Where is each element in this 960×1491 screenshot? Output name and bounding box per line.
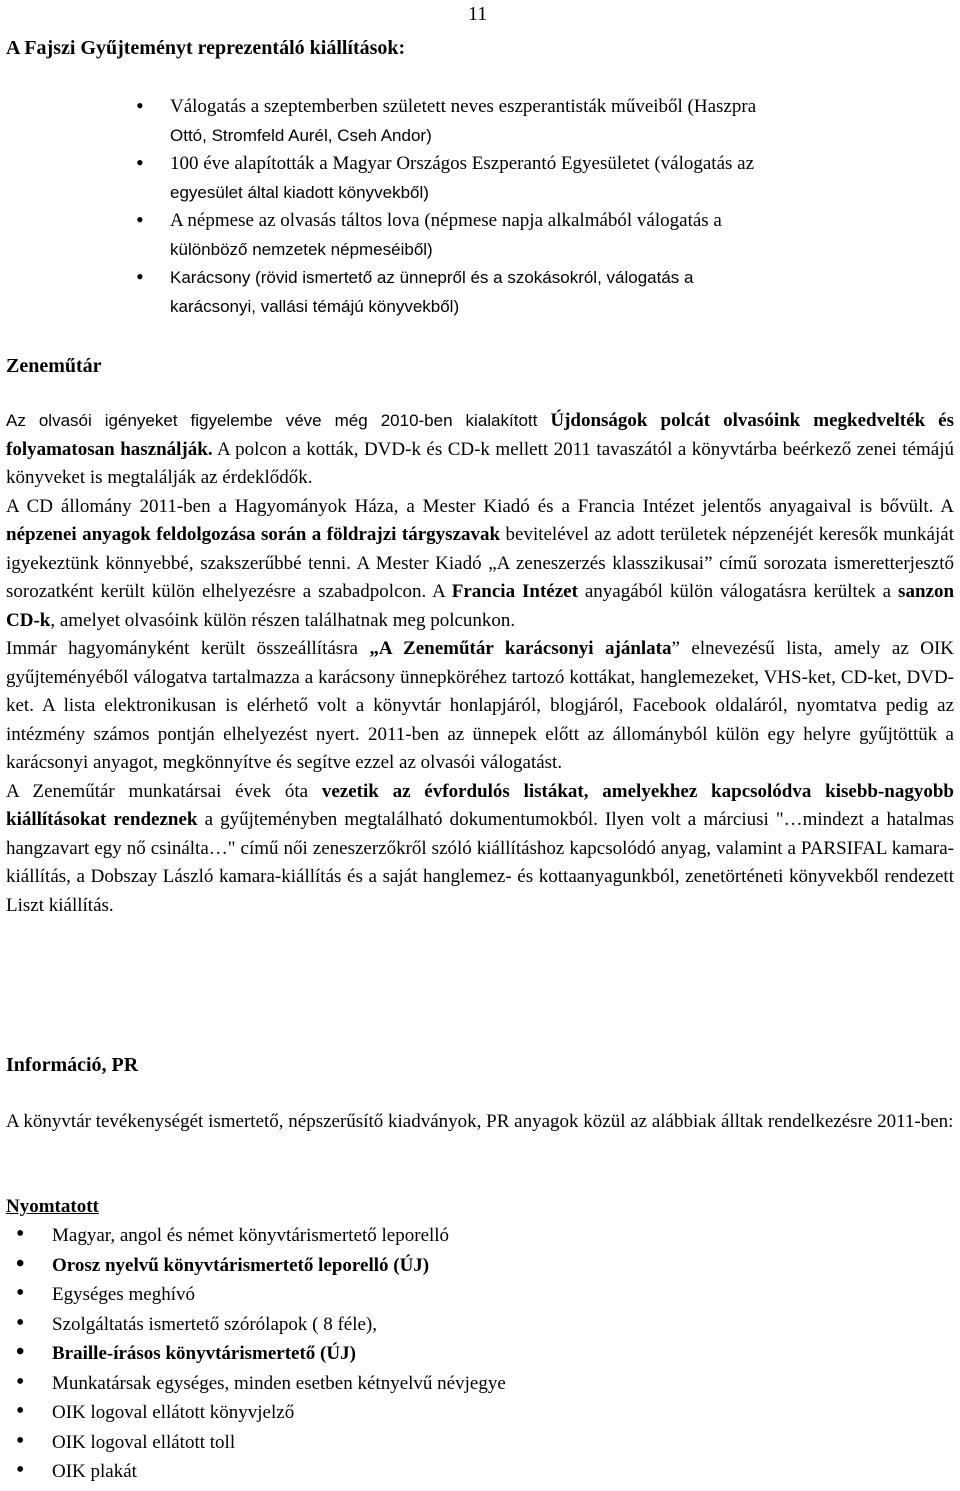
text-span: A Zeneműtár munkatársai évek óta xyxy=(6,780,322,802)
zenemutar-body xyxy=(6,407,954,920)
list-item: • Szolgáltatás ismertető szórólapok ( 8 féle), xyxy=(6,1310,906,1340)
heading-zenemutar: Zeneműtár xyxy=(6,355,102,377)
heading-exhibitions: A Fajszi Gyűjteményt reprezentáló kiállítások: xyxy=(6,37,406,59)
list-item: • OIK logoval ellátott toll xyxy=(6,1428,906,1458)
list-item: • Egységes meghívó xyxy=(6,1280,906,1310)
page-number: 11 xyxy=(468,3,488,25)
text-span: ” elnevezésű lista, amely az OIK gyűjteményéből válogatva tartalmazza a karácsony ünnepköréhez tartozó kottákat, hanglemezeket, VHS-ket, CD-ket, DVD-ket. A lista elektronikusan is elérhető volt a könyvtár honlapjáról, blogjáról, Facebook oldaláról, nyomtatva pedig az intézmény számos pontján elhelyezést nyert. 2011-ben az ünnepek előtt az állományból külön egy helyre gyűjtöttük a karácsonyi anyagot, megkönnyítve és segítve ezzel az olvasói válogatást. xyxy=(6,638,954,773)
text-span: A polcon a kották, DVD-k és CD-k mellett 2011 tavaszától a könyvtárba beérkező zenei témájú könyveket is megtalálják az érdeklődők. xyxy=(6,438,954,488)
heading-printed: Nyomtatott xyxy=(6,1196,99,1217)
list-item-line2: egyesület által kiadott könyvekből) xyxy=(170,182,429,202)
list-item: • Magyar, angol és német könyvtárismertető leporelló xyxy=(6,1221,906,1251)
list-item: • OIK plakát xyxy=(6,1457,906,1487)
bold-span: népzenei anyagok feldolgozása során a földrajzi tárgyszavak xyxy=(6,524,501,545)
text-span: anyagából külön válogatásra kerültek a xyxy=(577,581,899,602)
list-item-line2: karácsonyi, vallási témájú könyvekből) xyxy=(170,296,460,316)
bold-span: Francia Intézet xyxy=(451,581,578,602)
text-span: , amelyet olvasóink külön részen találhatnak meg polcunkon. xyxy=(50,609,516,631)
bold-span: Újdonságok polcát olvasóink megkedvelték és folyamatosan használják. xyxy=(6,410,954,460)
bold-span: vezetik az évfordulós listákat, amelyekhez kapcsolódva kisebb-nagyobb kiállításokat rendeznek xyxy=(6,780,954,830)
paragraph-info: A könyvtár tevékenységét ismertető, népszerűsítő kiadványok, PR anyagok közül az alábbiak álltak rendelkezésre 2011-ben: xyxy=(6,1111,954,1132)
list-item: • Munkatársak egységes, minden esetben kétnyelvű névjegye xyxy=(6,1369,906,1399)
text-span: bevitelével az adott területek népzenéjét keresők munkáját igyekeztünk könnyebbé, szakszerűbbé tenni. A Mester Kiadó „A zeneszerzés klasszikusai” című sorozata ismeretterjesztő sorozatként került külön elhelyezésre a szabadpolcon. A xyxy=(6,524,954,602)
text-span: A CD állomány 2011-ben a Hagyományok Háza, a Mester Kiadó és a Francia Intézet jelentős anyagaival is bővült. A xyxy=(6,495,954,517)
list-item-line1: Karácsony (rövid ismertető az ünnepről és a szokásokról, válogatás a xyxy=(170,268,694,287)
printed-list xyxy=(6,1221,906,1487)
list-item-line2: Ottó, Stromfeld Aurél, Cseh Andor) xyxy=(170,125,432,145)
list-item: • OIK logoval ellátott könyvjelző xyxy=(6,1398,906,1428)
paragraph-4 xyxy=(6,778,954,921)
paragraph-2 xyxy=(6,493,954,636)
bold-span: „A Zeneműtár karácsonyi ajánlata xyxy=(369,638,672,659)
info-body xyxy=(6,1108,954,1137)
list-item xyxy=(110,207,910,264)
list-item-line1: 100 éve alapították a Magyar Országos Eszperantó Egyesületet (válogatás az xyxy=(170,153,755,174)
list-item-line1: Válogatás a szeptemberben született neves eszperantisták műveiből (Haszpra xyxy=(170,96,757,117)
text-span: Immár hagyományként került összeállításra xyxy=(6,638,370,659)
list-item xyxy=(110,93,910,150)
bold-span: sanzon CD-k xyxy=(6,581,955,631)
text-span: Az olvasói igényeket figyelembe véve még 2010-ben kialakított xyxy=(6,411,551,430)
text-span: a gyűjteményben megtalálható dokumentumokból. Ilyen volt a márciusi "…mindezt a hatalmas hangzavart egy nő csinálta…" című női zeneszerzőkről szóló kiállításhoz kapcsolódó anyag, valamint a PARSIFAL kamara-kiállítás, a Dobszay László kamara-kiállítás és a saját hanglemez- és kottaanyagunkból, zenetörténeti könyvekből rendezett Liszt kiállítás. xyxy=(6,809,955,916)
list-item-line1: A népmese az olvasás táltos lova (népmese napja alkalmából válogatás a xyxy=(170,210,722,231)
list-item xyxy=(110,264,910,321)
list-item-line2: különböző nemzetek népmeséiből) xyxy=(170,239,433,259)
list-item: • Braille-írásos könyvtárismertető (ÚJ) xyxy=(6,1339,906,1369)
exhibit-list xyxy=(110,93,910,321)
heading-information-pr: Információ, PR xyxy=(6,1054,139,1076)
list-item: • Orosz nyelvű könyvtárismertető leporelló (ÚJ) xyxy=(6,1251,906,1281)
paragraph-1 xyxy=(6,407,954,493)
list-item xyxy=(110,150,910,207)
paragraph-3 xyxy=(6,635,954,778)
